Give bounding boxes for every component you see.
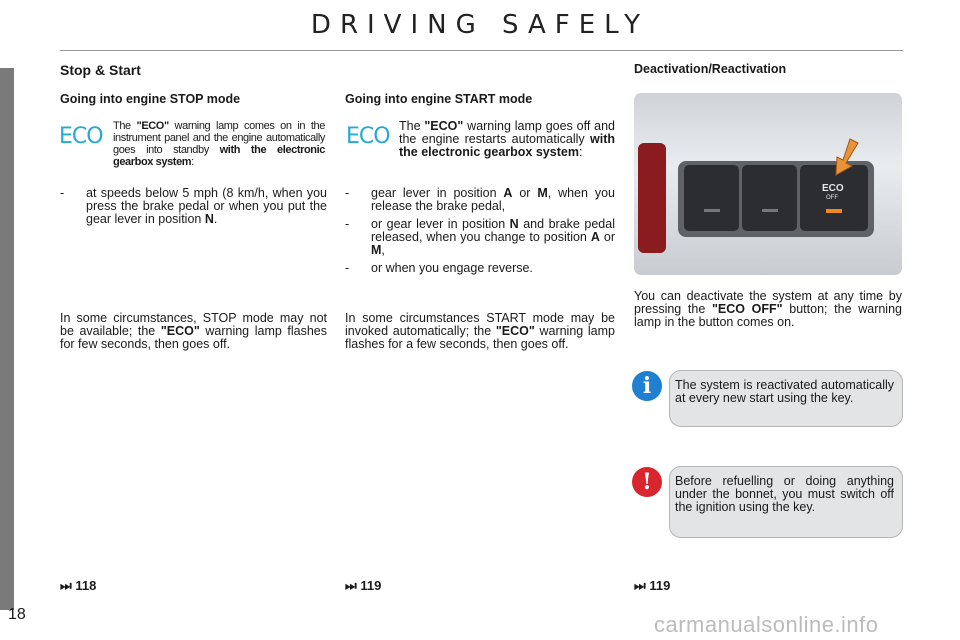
eco-off-button-photo: ECO OFF (634, 93, 902, 275)
info-icon: i (632, 371, 662, 401)
start-note: In some circumstances START mode may be invoked automatically; the "ECO" warning lamp flashes for a few seconds, then goes off. (345, 311, 615, 351)
deactivation-heading: Deactivation/Reactivation (634, 62, 787, 76)
warning-icon: ! (632, 467, 662, 497)
stop-conditions-list (60, 187, 327, 231)
page-title: DRIVING SAFELY (310, 10, 650, 40)
list-item: - at speeds below 5 mph (8 km/h, when you press the brake pedal or when you put the gear lever in position N. (60, 186, 327, 226)
pointer-arrow-icon (830, 137, 860, 177)
list-item: - gear lever in position A or M, when you release the brake pedal, (345, 186, 615, 213)
deactivation-body: You can deactivate the system at any time by pressing the "ECO OFF" button; the warning lamp in the button comes on. (634, 289, 902, 329)
page-number: 18 (8, 606, 26, 623)
start-mode-heading: Going into engine START mode (345, 92, 533, 106)
watermark: carmanualsonline.info (654, 612, 879, 637)
warning-callout: Before refuelling or doing anything under the bonnet, you must switch off the ignition using the key. (669, 466, 903, 538)
start-conditions-list (345, 187, 615, 280)
stop-note: In some circumstances, STOP mode may not be available; the "ECO" warning lamp flashes for few seconds, then goes off. (60, 311, 327, 351)
skip-forward-icon: ⏭ (345, 578, 357, 593)
page-reference[interactable]: ⏭ 119 (634, 578, 671, 593)
skip-forward-icon: ⏭ (634, 578, 646, 593)
header-divider (60, 50, 903, 51)
page-edge-strip (0, 68, 14, 610)
stop-mode-heading: Going into engine STOP mode (60, 92, 241, 106)
stop-intro: The "ECO" warning lamp comes on in the instrument panel and the engine automatically goes into standby with the electronic gearbox system: (113, 120, 325, 168)
list-item: - or gear lever in position N and brake pedal released, when you change to position A or M, (345, 217, 615, 257)
eco-lamp-icon: ECO (346, 124, 390, 149)
info-callout: The system is reactivated automatically at every new start using the key. (669, 370, 903, 427)
list-item: - or when you engage reverse. (345, 261, 533, 275)
eco-lamp-icon: ECO (59, 124, 103, 149)
page-reference[interactable]: ⏭ 118 (60, 578, 97, 593)
section-title: Stop & Start (60, 62, 141, 78)
skip-forward-icon: ⏭ (60, 578, 72, 593)
start-intro: The "ECO" warning lamp goes off and the engine restarts automatically with the electronic gearbox system: (399, 119, 615, 159)
page-reference[interactable]: ⏭ 119 (345, 578, 382, 593)
